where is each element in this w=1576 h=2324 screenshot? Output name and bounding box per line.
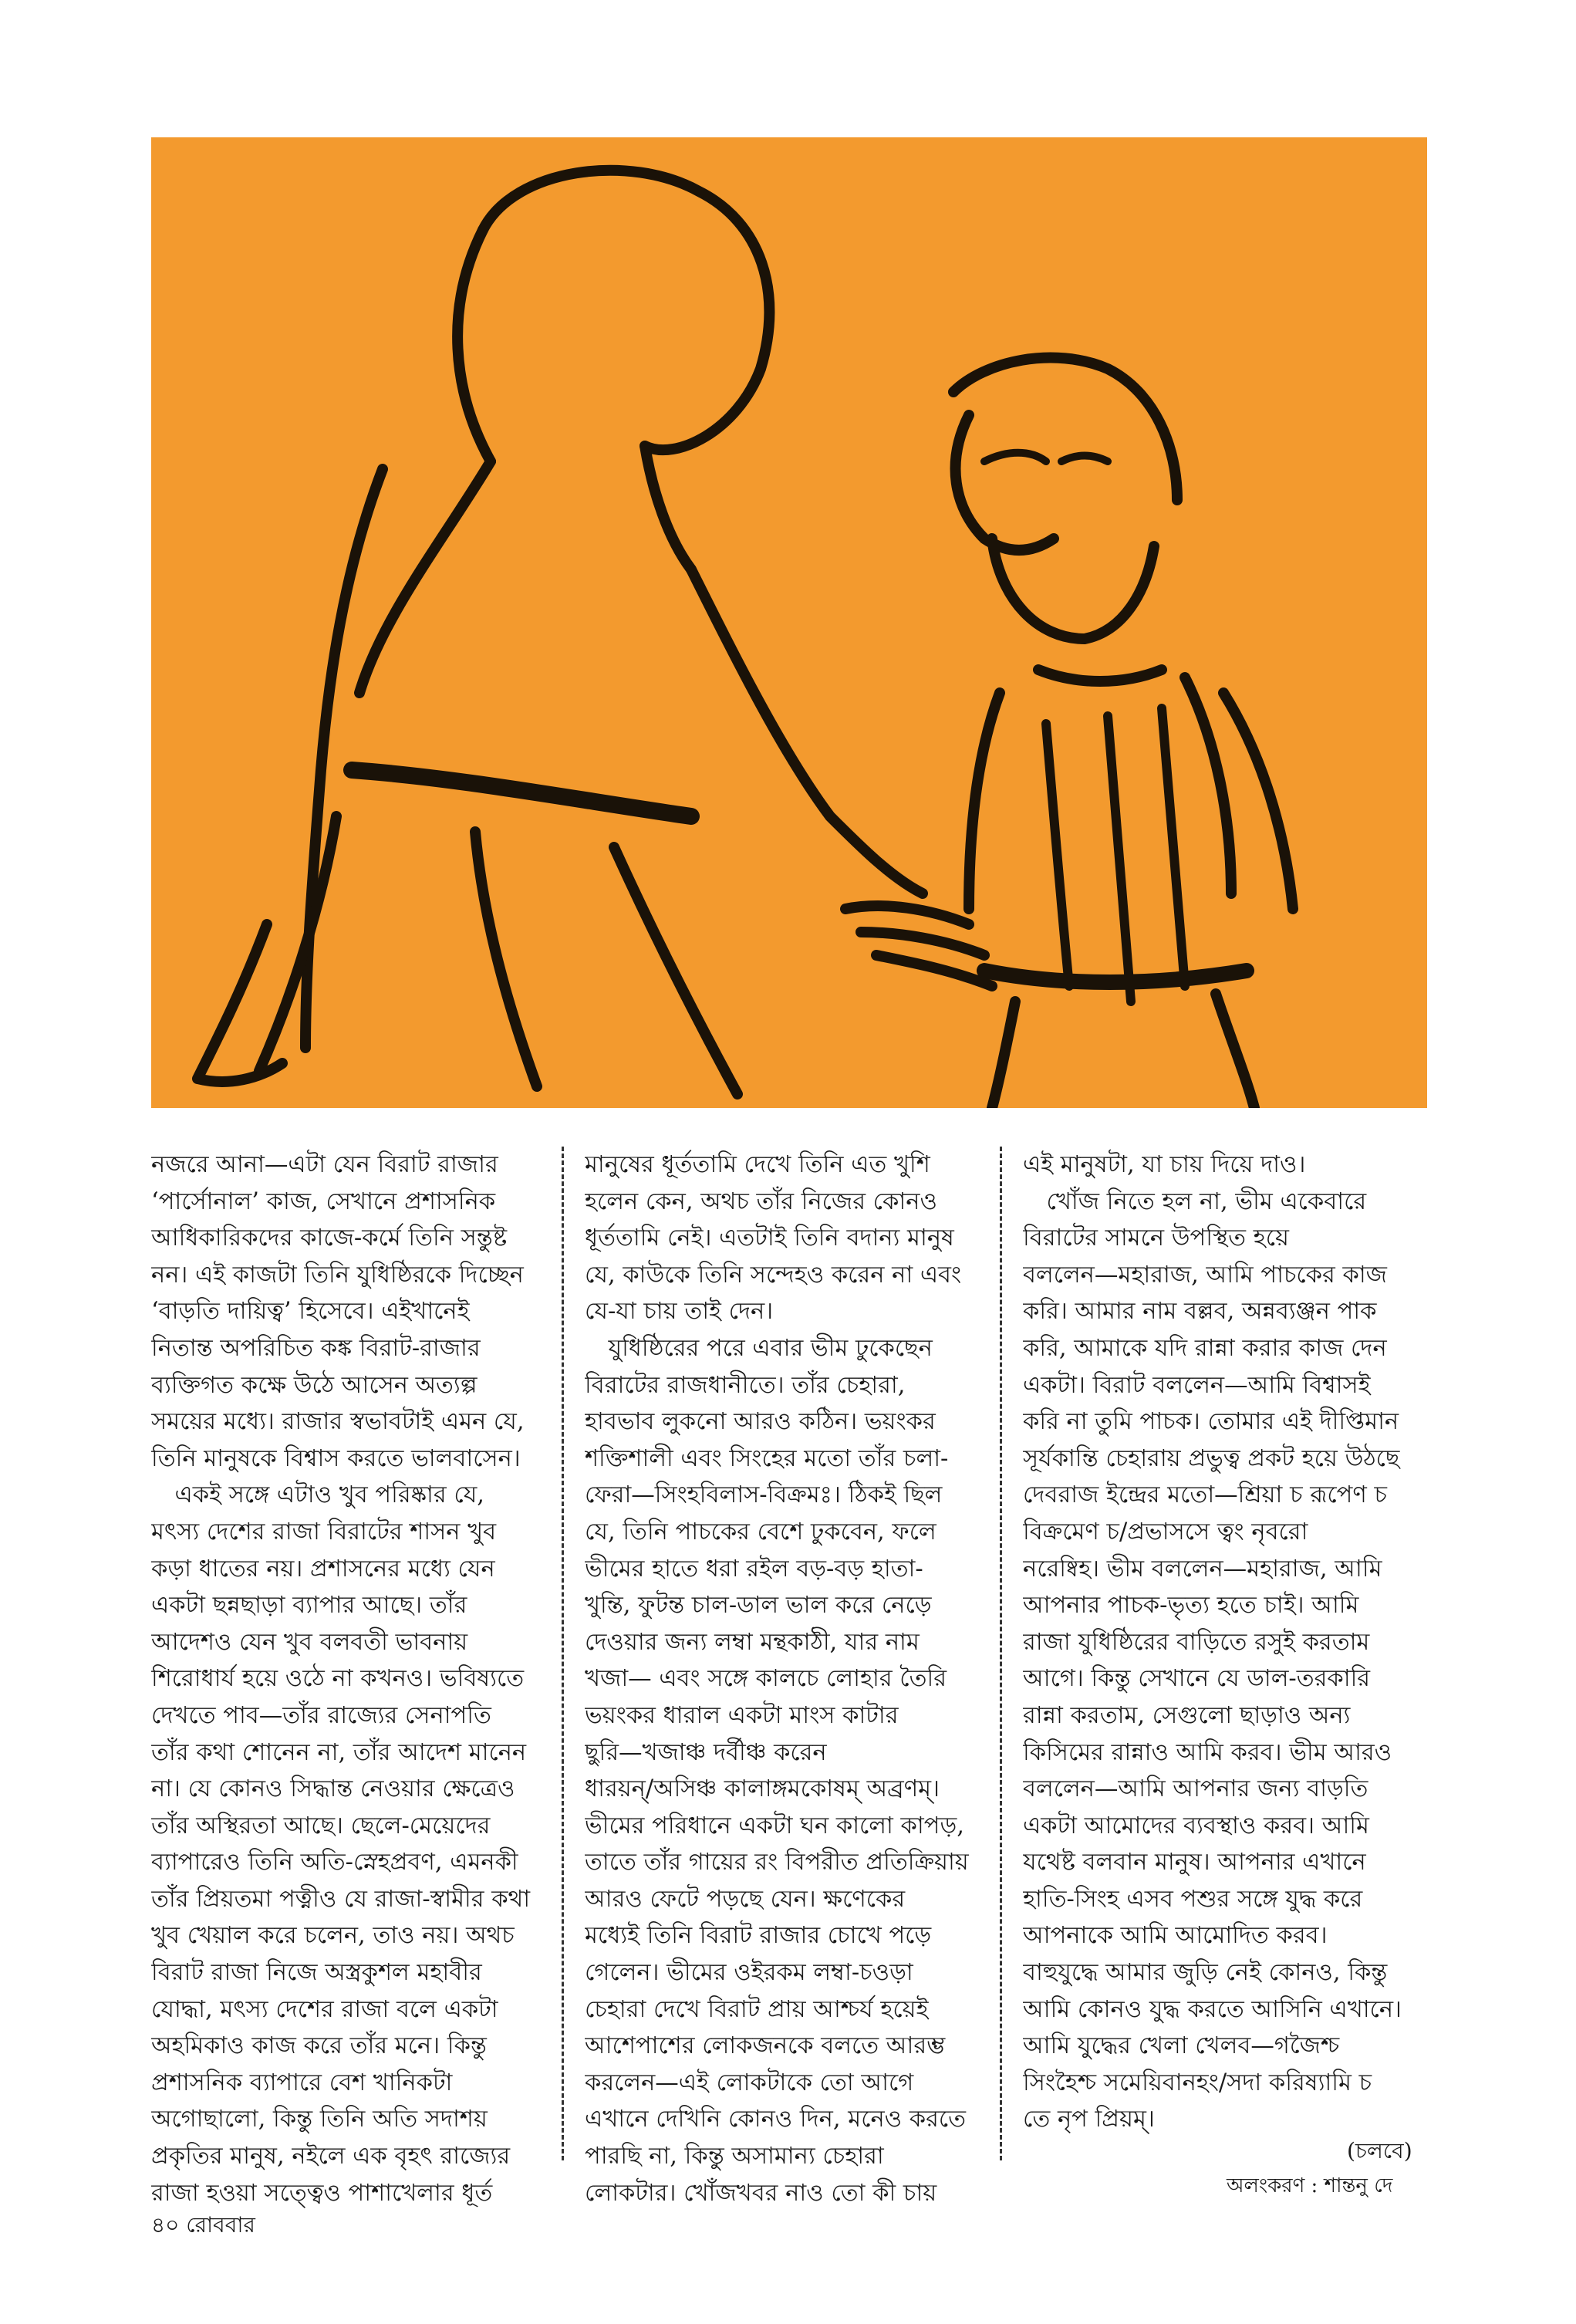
text-line: নরেষ্বিহ। ভীম বললেন—মহারাজ, আমি xyxy=(1023,1555,1382,1583)
text-line: করি। আমার নাম বল্লব, অন্নব্যঞ্জন পাক xyxy=(1023,1298,1377,1326)
virata-stripes xyxy=(1046,708,1185,1002)
text-line: আপনাকে আমি আমোদিত করব। xyxy=(1023,1922,1328,1950)
text-line: বাহুযুদ্ধে আমার জুড়ি নেই কোনও, কিন্তু xyxy=(1023,1959,1388,1987)
text-line: আপনার পাচক-ভৃত্য হতে চাই। আমি xyxy=(1023,1592,1359,1620)
text-line: ব্যাপারেও তিনি অতি-স্নেহপ্রবণ, এমনকী xyxy=(151,1849,518,1876)
text-line: রাজা যুধিষ্ঠিরের বাড়িতে রসুই করতাম xyxy=(1023,1628,1370,1656)
bhima-hand xyxy=(845,906,992,986)
text-line: যে, তিনি পাচকের বেশে ঢুকবেন, ফলে xyxy=(585,1518,936,1545)
text-line: নিতান্ত অপরিচিত কঙ্ক বিরাট-রাজার xyxy=(151,1334,481,1362)
text-line: বিরাটের রাজধানীতে। তাঁর চেহারা, xyxy=(585,1371,906,1399)
text-line: রাজা হওয়া সত্ত্বেও পাশাখেলার ধূর্ত xyxy=(151,2179,493,2207)
text-line: হাতি-সিংহ এসব পশুর সঙ্গে যুদ্ধ করে xyxy=(1023,1885,1363,1913)
text-line: তাঁর অস্থিরতা আছে। ছেলে-মেয়েদের xyxy=(151,1812,491,1839)
text-line: খোঁজ নিতে হল না, ভীম একেবারে xyxy=(1023,1187,1367,1215)
text-column-3 xyxy=(1023,1147,1409,2138)
text-line: আমি কোনও যুদ্ধ করতে আসিনি এখানে। xyxy=(1023,1995,1402,2023)
text-line: বললেন—মহারাজ, আমি পাচকের কাজ xyxy=(1023,1261,1387,1289)
text-line: আধিকারিকদের কাজে-কর্মে তিনি সন্তুষ্ট xyxy=(151,1224,508,1252)
text-column-1 xyxy=(151,1147,537,2211)
text-line: ‘পার্সোনাল’ কাজ, সেখানে প্রশাসনিক xyxy=(151,1187,496,1215)
text-line: দেবরাজ ইন্দ্রের মতো—শ্রিয়া চ রূপেণ চ xyxy=(1023,1481,1387,1509)
text-line: একটা। বিরাট বললেন—আমি বিশ্বাসই xyxy=(1023,1371,1371,1399)
text-line: ভয়ংকর ধারাল একটা মাংস কাটার xyxy=(585,1701,899,1729)
text-line: ‘বাড়তি দায়িত্ব’ হিসেবে। এইখানেই xyxy=(151,1298,470,1326)
virata-crown xyxy=(953,358,1177,500)
continued-note: (চলবে) xyxy=(1347,2138,1412,2164)
text-line: খুন্তি, ফুটন্ত চাল-ডাল ভাল করে নেড়ে xyxy=(585,1592,932,1620)
text-line: মৎস্য দেশের রাজা বিরাটের শাসন খুব xyxy=(151,1518,497,1545)
text-line: করি না তুমি পাচক। তোমার এই দীপ্তিমান xyxy=(1023,1408,1399,1436)
text-line: শক্তিশালী এবং সিংহের মতো তাঁর চলা- xyxy=(585,1444,949,1472)
text-line: বললেন—আমি আপনার জন্য বাড়তি xyxy=(1023,1775,1368,1803)
text-line: করি, আমাকে যদি রান্না করার কাজ দেন xyxy=(1023,1334,1387,1362)
text-line: আরও ফেটে পড়ছে যেন। ক্ষণেকের xyxy=(585,1885,906,1913)
text-line: বিরাট রাজা নিজে অস্ত্রকুশল মহাবীর xyxy=(151,1959,482,1987)
bhima-back xyxy=(305,469,383,1048)
text-line: যে-যা চায় তাই দেন। xyxy=(585,1298,774,1326)
text-line: লোকটার। খোঁজখবর নাও তো কী চায় xyxy=(585,2179,937,2207)
text-line: ছুরি—খজাঞ্চ দর্বীঞ্চ করেন xyxy=(585,1738,827,1766)
text-line: অহমিকাও কাজ করে তাঁর মনে। কিন্তু xyxy=(151,2032,487,2060)
text-line: আদেশও যেন খুব বলবতী ভাবনায় xyxy=(151,1628,468,1656)
text-line: ব্যক্তিগত কক্ষে উঠে আসেন অত্যল্প xyxy=(151,1371,478,1399)
page-footer: ৪০ রোববার xyxy=(151,2212,255,2238)
text-line: কড়া ধাতের নয়। প্রশাসনের মধ্যে যেন xyxy=(151,1555,495,1583)
virata-belt xyxy=(984,971,1247,982)
text-line: সময়ের মধ্যে। রাজার স্বভাবটাই এমন যে, xyxy=(151,1408,525,1436)
text-line: অগোছালো, কিন্তু তিনি অতি সদাশয় xyxy=(151,2106,488,2133)
virata-legs xyxy=(992,994,1254,1108)
virata-figure xyxy=(953,358,1293,1108)
text-line: তিনি মানুষকে বিশ্বাস করতে ভালবাসেন। xyxy=(151,1444,521,1472)
text-line: তাঁর প্রিয়তমা পত্নীও যে রাজা-স্বামীর কথা xyxy=(151,1885,531,1913)
text-line: আশেপাশের লোকজনকে বলতে আরম্ভ xyxy=(585,2032,946,2060)
text-line: না। যে কোনও সিদ্ধান্ত নেওয়ার ক্ষেত্রেও xyxy=(151,1775,515,1803)
text-line: সূর্যকান্তি চেহারায় প্রভুত্ব প্রকট হয়ে উঠছে xyxy=(1023,1444,1400,1472)
text-line: করলেন—এই লোকটাকে তো আগে xyxy=(585,2069,914,2096)
text-line: কিসিমের রান্নাও আমি করব। ভীম আরও xyxy=(1023,1738,1392,1766)
text-line: হাবভাব লুকনো আরও কঠিন। ভয়ংকর xyxy=(585,1408,936,1436)
bhima-lower-garment xyxy=(259,816,737,1094)
column-divider xyxy=(562,1147,564,2160)
text-line: একই সঙ্গে এটাও খুব পরিষ্কার যে, xyxy=(151,1481,484,1509)
text-line: বিক্রমেণ চ/প্রভাসসে ত্বং নৃবরো xyxy=(1023,1518,1308,1545)
bhima-shoulder xyxy=(359,461,491,693)
virata-collar xyxy=(1038,670,1162,681)
text-line: হলেন কেন, অথচ তাঁর নিজের কোনও xyxy=(585,1187,937,1215)
bhima-figure xyxy=(197,171,992,1094)
bhima-neck xyxy=(645,446,691,569)
text-line: গেলেন। ভীমের ওইরকম লম্বা-চওড়া xyxy=(585,1959,913,1987)
text-line: পারছি না, কিন্তু অসামান্য চেহারা xyxy=(585,2143,884,2170)
virata-face xyxy=(956,415,1054,550)
text-line: চেহারা দেখে বিরাট প্রায় আশ্চর্য হয়েই xyxy=(585,1995,929,2023)
text-line: রান্না করতাম, সেগুলো ছাড়াও অন্য xyxy=(1023,1701,1351,1729)
text-line: তাতে তাঁর গায়ের রং বিপরীত প্রতিক্রিয়ায় xyxy=(585,1849,969,1876)
text-line: তাঁর কথা শোনেন না, তাঁর আদেশ মানেন xyxy=(151,1738,527,1766)
text-line: বিরাটের সামনে উপস্থিত হয়ে xyxy=(1023,1224,1289,1252)
text-line: সিংহৈশ্চ সমেয়িবানহং/সদা করিষ্যামি চ xyxy=(1023,2069,1372,2096)
column-divider xyxy=(1000,1147,1002,2160)
illustration-credit: অলংকরণ : শান্তনু দে xyxy=(1227,2174,1393,2197)
text-line: ধূর্ততামি নেই। এতটাই তিনি বদান্য মানুষ xyxy=(585,1224,954,1252)
text-line: ফেরা—সিংহবিলাস-বিক্রমঃ। ঠিকই ছিল xyxy=(585,1481,943,1509)
text-line: একটা আমোদের ব্যবস্থাও করব। আমি xyxy=(1023,1812,1369,1839)
text-line: যে, কাউকে তিনি সন্দেহও করেন না এবং xyxy=(585,1261,962,1289)
bhima-hair xyxy=(483,171,769,450)
text-line: যথেষ্ট বলবান মানুষ। আপনার এখানে xyxy=(1023,1849,1366,1876)
text-line: প্রকৃতির মানুষ, নইলে এক বৃহৎ রাজ্যের xyxy=(151,2143,511,2170)
text-line: একটা ছন্নছাড়া ব্যাপার আছে। তাঁর xyxy=(151,1592,467,1620)
text-line: মধ্যেই তিনি বিরাট রাজার চোখে পড়ে xyxy=(585,1922,932,1950)
text-line: প্রশাসনিক ব্যাপারে বেশ খানিকটা xyxy=(151,2069,453,2096)
text-line: আমি যুদ্ধের খেলা খেলব—গজৈশ্চ xyxy=(1023,2032,1340,2060)
virata-torso xyxy=(969,677,1231,909)
text-line: এখানে দেখিনি কোনও দিন, মনেও করতে xyxy=(585,2106,967,2133)
virata-eye-brow xyxy=(984,453,1108,461)
bhima-waist-sash xyxy=(352,770,691,816)
text-line: এই মানুষটা, যা চায় দিয়ে দাও। xyxy=(1023,1151,1306,1178)
text-line: নন। এই কাজটা তিনি যুধিষ্ঠিরকে দিচ্ছেন xyxy=(151,1261,524,1289)
text-line: যোদ্ধা, মৎস্য দেশের রাজা বলে একটা xyxy=(151,1995,498,2023)
text-line: মানুষের ধূর্ততামি দেখে তিনি এত খুশি xyxy=(585,1151,930,1178)
text-line: ধারয়ন্/অসিঞ্চ কালাঙ্গমকোষম্ অব্রণম্। xyxy=(585,1775,940,1803)
text-line: খজা— এবং সঙ্গে কালচে লোহার তৈরি xyxy=(585,1665,947,1693)
text-line: যুধিষ্ঠিরের পরে এবার ভীম ঢুকেছেন xyxy=(585,1334,933,1362)
text-line: খুব খেয়াল করে চলেন, তাও নয়। অথচ xyxy=(151,1922,515,1950)
bhima-arm xyxy=(691,569,923,893)
text-line: শিরোধার্য হয়ে ওঠে না কখনও। ভবিষ্যতে xyxy=(151,1665,525,1693)
bhima-hair-back xyxy=(457,230,491,461)
text-line: আগে। কিন্তু সেখানে যে ডাল-তরকারি xyxy=(1023,1665,1371,1693)
text-column-2 xyxy=(585,1147,970,2211)
text-line: দেওয়ার জন্য লম্বা মন্থকাঠী, যার নাম xyxy=(585,1628,920,1656)
text-line: ভীমের হাতে ধরা রইল বড়-বড় হাতা- xyxy=(585,1555,923,1583)
text-line: ভীমের পরিধানে একটা ঘন কালো কাপড়, xyxy=(585,1812,964,1839)
text-line: নজরে আনা—এটা যেন বিরাট রাজার xyxy=(151,1151,498,1178)
text-line: দেখতে পাব—তাঁর রাজ্যের সেনাপতি xyxy=(151,1701,491,1729)
illustration xyxy=(151,137,1427,1108)
text-line: তে নৃপ প্রিয়ম্। xyxy=(1023,2106,1155,2133)
